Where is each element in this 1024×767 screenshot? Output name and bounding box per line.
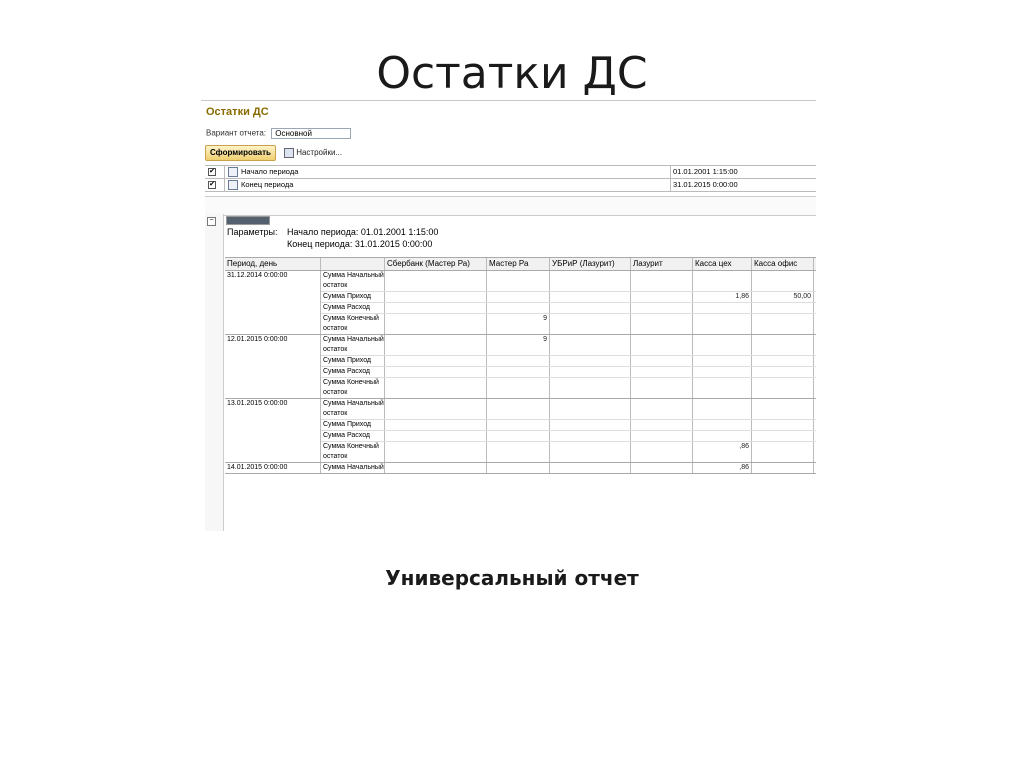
table-cell	[385, 335, 487, 355]
end-period-label: Конец периода	[241, 180, 294, 189]
column-header: Касса цех	[693, 258, 752, 270]
start-period-label: Начало периода	[241, 167, 299, 176]
table-cell	[385, 292, 487, 302]
table-row	[321, 420, 816, 431]
slide-title: Остатки ДС	[376, 48, 648, 99]
table-row	[321, 399, 816, 420]
table-cell	[693, 367, 752, 377]
metric-name: Сумма Расход	[321, 367, 385, 377]
table-cell	[487, 367, 550, 377]
table-cell	[752, 442, 814, 462]
table-cell	[752, 378, 814, 398]
table-cell	[631, 271, 693, 291]
day-group	[225, 463, 816, 474]
table-cell	[550, 378, 631, 398]
report-window-title: Остатки ДС	[206, 106, 269, 118]
settings-button[interactable]	[284, 145, 342, 161]
table-cell	[752, 420, 814, 430]
table-row	[321, 442, 816, 462]
table-cell	[752, 431, 814, 441]
table-cell	[752, 303, 814, 313]
table-cell	[631, 420, 693, 430]
metric-rows	[321, 399, 816, 462]
table-cell	[752, 356, 814, 366]
table-cell	[631, 314, 693, 334]
slide-caption: Универсальный отчет	[385, 566, 639, 590]
column-header: Период, день	[225, 258, 321, 270]
table-cell: 9	[487, 314, 550, 334]
table-cell	[550, 314, 631, 334]
table-cell	[631, 431, 693, 441]
column-header	[321, 258, 385, 270]
report-header-bar	[226, 216, 270, 225]
start-period-value[interactable]: 01.01.2001 1:15:00	[673, 167, 738, 176]
table-cell	[693, 378, 752, 398]
metric-name: Сумма Расход	[321, 303, 385, 313]
end-period-value[interactable]: 31.01.2015 0:00:00	[673, 180, 738, 189]
group-gutter	[205, 214, 224, 531]
table-cell	[487, 378, 550, 398]
table-row	[321, 271, 816, 292]
report-toolbar	[205, 145, 342, 161]
grid-body	[225, 271, 816, 474]
table-cell	[487, 399, 550, 419]
report-screenshot	[201, 100, 816, 531]
table-cell	[487, 463, 550, 473]
table-cell	[385, 271, 487, 291]
table-cell	[550, 442, 631, 462]
day-group	[225, 271, 816, 335]
calendar-icon	[228, 180, 238, 190]
table-row	[321, 303, 816, 314]
table-cell	[487, 356, 550, 366]
settings-icon	[284, 148, 294, 158]
period-date: 14.01.2015 0:00:00	[225, 463, 321, 473]
table-cell	[550, 399, 631, 419]
table-row	[321, 463, 816, 473]
table-cell	[631, 442, 693, 462]
calendar-icon	[228, 167, 238, 177]
table-cell: 50,00	[752, 292, 814, 302]
table-cell	[487, 442, 550, 462]
period-row-end	[205, 179, 816, 192]
table-cell	[693, 271, 752, 291]
table-cell	[385, 303, 487, 313]
table-row	[321, 292, 816, 303]
table-cell	[385, 367, 487, 377]
table-row	[321, 367, 816, 378]
parameters-start: Начало периода: 01.01.2001 1:15:00	[287, 227, 439, 237]
report-divider-band	[205, 196, 816, 216]
table-cell	[385, 378, 487, 398]
table-cell	[752, 314, 814, 334]
table-cell	[385, 399, 487, 419]
table-cell	[550, 463, 631, 473]
table-cell	[752, 367, 814, 377]
table-row	[321, 431, 816, 442]
column-header: Касса офис	[752, 258, 814, 270]
table-cell	[550, 303, 631, 313]
table-cell	[550, 367, 631, 377]
table-cell: ,86	[693, 463, 752, 473]
balance-grid	[225, 257, 816, 474]
table-cell	[693, 303, 752, 313]
metric-name: Сумма Приход	[321, 356, 385, 366]
table-cell	[550, 356, 631, 366]
table-cell	[385, 431, 487, 441]
metric-name: Сумма Начальный остаток	[323, 272, 384, 289]
grid-header	[225, 258, 816, 271]
period-settings-table	[205, 165, 816, 192]
variant-label: Вариант отчета:	[206, 128, 266, 138]
table-cell	[385, 356, 487, 366]
metric-name: Сумма Начальный	[323, 464, 384, 471]
column-header: Лазурит	[631, 258, 693, 270]
table-cell	[752, 271, 814, 291]
table-cell	[631, 292, 693, 302]
collapse-toggle[interactable]: −	[207, 217, 216, 226]
table-cell	[631, 378, 693, 398]
period-date: 12.01.2015 0:00:00	[225, 335, 321, 398]
parameters-label: Параметры:	[227, 227, 278, 237]
end-period-checkbox[interactable]: ✔	[209, 181, 215, 188]
period-row-start	[205, 166, 816, 179]
table-cell	[693, 356, 752, 366]
column-header: Мастер Ра	[487, 258, 550, 270]
day-group	[225, 335, 816, 399]
table-cell: ,86	[693, 442, 752, 462]
generate-button[interactable]: Сформировать	[205, 145, 276, 161]
table-cell	[631, 303, 693, 313]
period-date: 13.01.2015 0:00:00	[225, 399, 321, 462]
variant-row	[206, 128, 351, 139]
table-cell	[487, 420, 550, 430]
table-cell	[385, 420, 487, 430]
start-period-checkbox[interactable]: ✔	[209, 168, 215, 175]
table-cell	[385, 442, 487, 462]
metric-name: Сумма Конечный остаток	[321, 314, 385, 334]
table-row	[321, 378, 816, 398]
table-cell	[693, 335, 752, 355]
table-row	[321, 314, 816, 334]
table-cell	[631, 463, 693, 473]
table-cell	[487, 292, 550, 302]
metric-name: Сумма Приход	[321, 420, 385, 430]
table-cell	[631, 399, 693, 419]
table-cell	[693, 399, 752, 419]
table-cell	[550, 292, 631, 302]
day-group	[225, 399, 816, 463]
table-cell: 1,86	[693, 292, 752, 302]
table-cell	[385, 463, 487, 473]
table-cell	[385, 314, 487, 334]
metric-name: Сумма Конечный остаток	[321, 378, 385, 398]
variant-select[interactable]: Основной	[271, 128, 351, 139]
table-cell	[550, 420, 631, 430]
table-cell	[550, 335, 631, 355]
table-cell	[693, 420, 752, 430]
column-header: Сбербанк (Мастер Ра)	[385, 258, 487, 270]
table-cell	[550, 431, 631, 441]
table-cell	[631, 335, 693, 355]
metric-name: Сумма Начальный остаток	[323, 336, 384, 353]
table-cell	[631, 356, 693, 366]
settings-label: Настройки...	[296, 148, 343, 157]
table-cell	[487, 271, 550, 291]
metric-rows	[321, 463, 816, 473]
table-cell	[752, 335, 814, 355]
metric-name: Сумма Приход	[321, 292, 385, 302]
parameters-end: Конец периода: 31.01.2015 0:00:00	[287, 239, 433, 249]
table-cell	[693, 314, 752, 334]
metric-name: Сумма Расход	[321, 431, 385, 441]
metric-name: Сумма Начальный остаток	[323, 400, 384, 417]
table-cell	[631, 367, 693, 377]
table-cell	[487, 303, 550, 313]
table-cell	[752, 463, 814, 473]
table-cell	[752, 399, 814, 419]
table-cell	[550, 271, 631, 291]
metric-name: Сумма Конечный остаток	[321, 442, 385, 462]
period-date: 31.12.2014 0:00:00	[225, 271, 321, 334]
table-cell	[693, 431, 752, 441]
metric-rows	[321, 271, 816, 334]
metric-rows	[321, 335, 816, 398]
column-header: УБРиР (Лазурит)	[550, 258, 631, 270]
table-cell: 9	[487, 335, 550, 355]
table-row	[321, 356, 816, 367]
table-row	[321, 335, 816, 356]
table-cell	[487, 431, 550, 441]
